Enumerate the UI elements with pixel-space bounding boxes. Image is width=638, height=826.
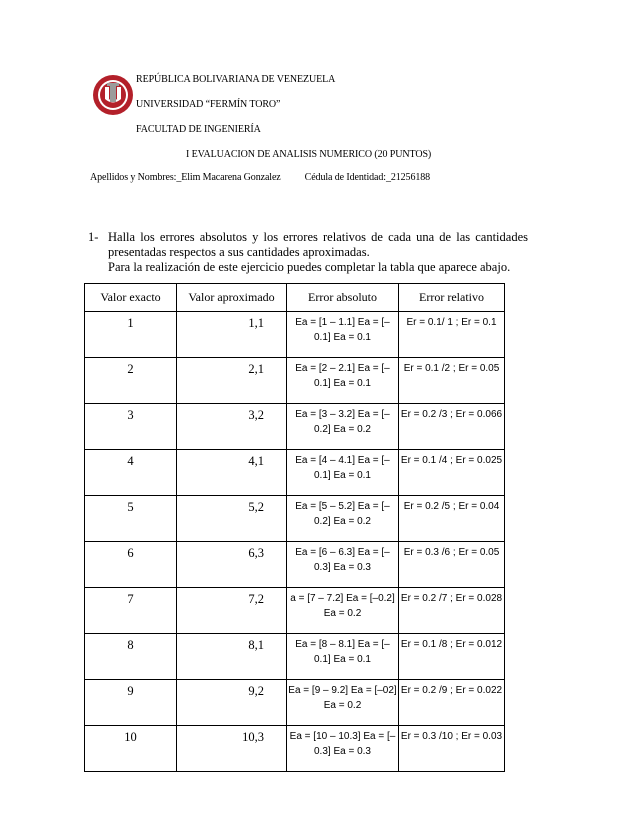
relative-error-cell: Er = 0.3 /10 ; Er = 0.03 <box>399 726 505 772</box>
student-name: Apellidos y Nombres:_Elim Macarena Gonzalez <box>90 172 281 183</box>
absolute-error-cell: Ea = [5 – 5.2] Ea = [–0.2] Ea = 0.2 <box>287 496 399 542</box>
approx-value-cell: 2,1 <box>177 358 287 404</box>
absolute-error-cell: Ea = [10 – 10.3] Ea = [–0.3] Ea = 0.3 <box>287 726 399 772</box>
relative-error-cell: Er = 0.3 /6 ; Er = 0.05 <box>399 542 505 588</box>
relative-error-cell: Er = 0.2 /9 ; Er = 0.022 <box>399 680 505 726</box>
relative-error-cell: Er = 0.1/ 1 ; Er = 0.1 <box>399 312 505 358</box>
student-id: Cédula de Identidad:_21256188 <box>304 172 431 183</box>
absolute-error-cell: Ea = [1 – 1.1] Ea = [–0.1] Ea = 0.1 <box>287 312 399 358</box>
absolute-error-cell: Ea = [3 – 3.2] Ea = [–0.2] Ea = 0.2 <box>287 404 399 450</box>
absolute-error-cell: Ea = [9 – 9.2] Ea = [–02] Ea = 0.2 <box>287 680 399 726</box>
exact-value-cell: 10 <box>85 726 177 772</box>
question-1 <box>88 230 528 275</box>
relative-error-cell: Er = 0.1 /2 ; Er = 0.05 <box>399 358 505 404</box>
approx-value-cell: 4,1 <box>177 450 287 496</box>
absolute-error-cell: a = [7 – 7.2] Ea = [–0.2] Ea = 0.2 <box>287 588 399 634</box>
approx-value-cell: 1,1 <box>177 312 287 358</box>
table-row <box>85 496 505 542</box>
approx-value-cell: 8,1 <box>177 634 287 680</box>
relative-error-cell: Er = 0.2 /3 ; Er = 0.066 <box>399 404 505 450</box>
republic-header: REPÚBLICA BOLIVARIANA DE VENEZUELA <box>136 74 336 85</box>
table-row <box>85 680 505 726</box>
approx-value-cell: 10,3 <box>177 726 287 772</box>
exact-value-cell: 4 <box>85 450 177 496</box>
question-number: 1- <box>88 230 99 244</box>
table-row <box>85 404 505 450</box>
exact-value-cell: 8 <box>85 634 177 680</box>
absolute-error-cell: Ea = [8 – 8.1] Ea = [–0.1] Ea = 0.1 <box>287 634 399 680</box>
approx-value-cell: 5,2 <box>177 496 287 542</box>
table-row <box>85 450 505 496</box>
question-line-3: Para la realización de este ejercicio puedes completar la tabla que aparece abajo. <box>108 260 511 274</box>
table-row <box>85 634 505 680</box>
approx-value-cell: 3,2 <box>177 404 287 450</box>
question-line-1: Halla los errores absolutos y los errores relativos de cada una de las cantidades <box>108 230 528 244</box>
exact-value-cell: 1 <box>85 312 177 358</box>
student-info <box>90 172 430 183</box>
absolute-error-cell: Ea = [4 – 4.1] Ea = [–0.1] Ea = 0.1 <box>287 450 399 496</box>
exact-value-cell: 3 <box>85 404 177 450</box>
university-header: UNIVERSIDAD “FERMÍN TORO” <box>136 99 281 110</box>
header-absolute-error: Error absoluto <box>287 284 399 312</box>
header-approx-value: Valor aproximado <box>177 284 287 312</box>
evaluation-title: I EVALUACION DE ANALISIS NUMERICO (20 PUNTOS) <box>186 149 432 160</box>
relative-error-cell: Er = 0.2 /7 ; Er = 0.028 <box>399 588 505 634</box>
approx-value-cell: 6,3 <box>177 542 287 588</box>
exact-value-cell: 7 <box>85 588 177 634</box>
table-row <box>85 312 505 358</box>
approx-value-cell: 9,2 <box>177 680 287 726</box>
relative-error-cell: Er = 0.1 /8 ; Er = 0.012 <box>399 634 505 680</box>
header-exact-value: Valor exacto <box>85 284 177 312</box>
table-row <box>85 726 505 772</box>
errors-table <box>84 283 505 772</box>
exact-value-cell: 6 <box>85 542 177 588</box>
exact-value-cell: 5 <box>85 496 177 542</box>
exact-value-cell: 9 <box>85 680 177 726</box>
exact-value-cell: 2 <box>85 358 177 404</box>
table-row <box>85 358 505 404</box>
table-row <box>85 542 505 588</box>
relative-error-cell: Er = 0.2 /5 ; Er = 0.04 <box>399 496 505 542</box>
header-relative-error: Error relativo <box>399 284 505 312</box>
table-row <box>85 588 505 634</box>
relative-error-cell: Er = 0.1 /4 ; Er = 0.025 <box>399 450 505 496</box>
approx-value-cell: 7,2 <box>177 588 287 634</box>
question-line-2: presentadas respectos a sus cantidades aproximadas. <box>108 245 370 259</box>
faculty-header: FACULTAD DE INGENIERÍA <box>136 124 261 135</box>
absolute-error-cell: Ea = [2 – 2.1] Ea = [–0.1] Ea = 0.1 <box>287 358 399 404</box>
table-header-row <box>85 284 505 312</box>
absolute-error-cell: Ea = [6 – 6.3] Ea = [–0.3] Ea = 0.3 <box>287 542 399 588</box>
university-logo <box>92 70 134 120</box>
